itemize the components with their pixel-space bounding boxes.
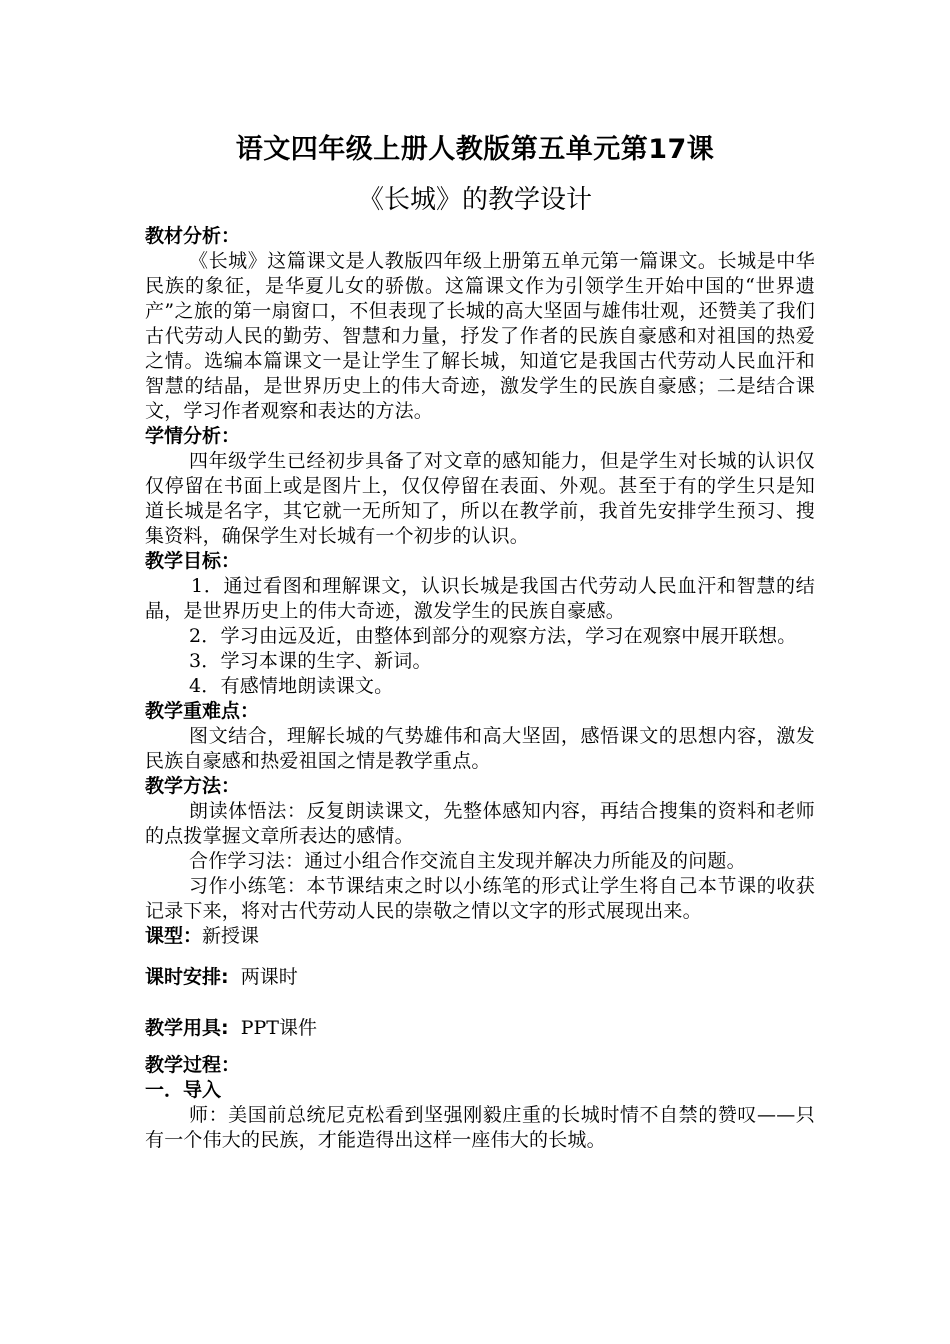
material-analysis-heading: 教材分析： <box>145 225 241 247</box>
objective-item: 2．学习由远及近，由整体到部分的观察方法，学习在观察中展开联想。 <box>189 625 797 647</box>
objective-item: 1．通过看图和理解课文，认识长城是我国古代劳动人民血汗和智慧的结晶，是世界历史上的伟大奇迹，激发学生的民族自豪感。 <box>145 575 815 622</box>
document-title: 语文四年级上册人教版第五单元第17课 <box>235 134 715 165</box>
methods-heading: 教学方法： <box>145 775 241 797</box>
tools-row <box>145 1016 815 1041</box>
material-analysis-text: 《长城》这篇课文是人教版四年级上册第五单元第一篇课文。长城是中华民族的象征，是华夏儿女的骄傲。这篇课文作为引领学生开始中国的“世界遗产”之旅的第一扇窗口，不但表现了长城的高大坚固与雄伟壮观，还赞美了我们古代劳动人民的勤劳、智慧和力量，抒发了作者的民族自豪感和对祖国的热爱之情。选编本篇课文一是让学生了解长城，知道它是我国古代劳动人民血汗和智慧的结晶，是世界历史上的伟大奇迹，激发学生的民族自豪感；二是结合课文，学习作者观察和表达的方法。 <box>145 250 815 422</box>
lesson-type-label: 课型： <box>145 925 203 947</box>
objectives-heading: 教学目标： <box>145 550 241 572</box>
lesson-type-value: 新授课 <box>202 925 260 947</box>
process-step-heading: 一．导入 <box>145 1079 222 1101</box>
student-analysis-text: 四年级学生已经初步具备了对文章的感知能力，但是学生对长城的认识仅仅停留在书面上或是图片上，仅仅停留在表面、外观。甚至于有的学生只是知道长城是名字，其它就一无所知了，所以在教学前，我首先安排学生预习、搜集资料，确保学生对长城有一个初步的认识。 <box>145 450 815 547</box>
objective-item: 3．学习本课的生字、新词。 <box>189 650 432 672</box>
method-item: 合作学习法：通过小组合作交流自主发现并解决力所能及的问题。 <box>189 850 746 872</box>
method-item: 习作小练笔：本节课结束之时以小练笔的形式让学生将自己本节课的收获记录下来，将对古代劳动人民的崇敬之情以文字的形式展现出来。 <box>145 875 815 922</box>
method-item: 朗读体悟法：反复朗读课文，先整体感知内容，再结合搜集的资料和老师的点拨掌握文章所表达的感情。 <box>145 800 815 847</box>
schedule-value: 两课时 <box>240 966 298 988</box>
schedule-row <box>145 965 815 990</box>
document-subtitle: 《长城》的教学设计 <box>357 185 592 215</box>
process-step-text: 师：美国前总统尼克松看到坚强刚毅庄重的长城时情不自禁的赞叹——只有一个伟大的民族，才能造得出这样一座伟大的长城。 <box>145 1104 815 1151</box>
objective-item: 4．有感情地朗读课文。 <box>189 675 394 697</box>
schedule-label: 课时安排: <box>145 966 229 988</box>
student-analysis-heading: 学情分析： <box>145 425 241 447</box>
lesson-type-row <box>145 924 815 949</box>
tools-value: PPT课件 <box>240 1017 317 1039</box>
document-body <box>145 224 815 1153</box>
tools-label: 教学用具: <box>145 1017 229 1039</box>
key-points-heading: 教学重难点： <box>145 700 260 722</box>
process-heading: 教学过程： <box>145 1054 241 1076</box>
key-points-text: 图文结合，理解长城的气势雄伟和高大坚固，感悟课文的思想内容，激发民族自豪感和热爱祖国之情是教学重点。 <box>145 725 815 772</box>
